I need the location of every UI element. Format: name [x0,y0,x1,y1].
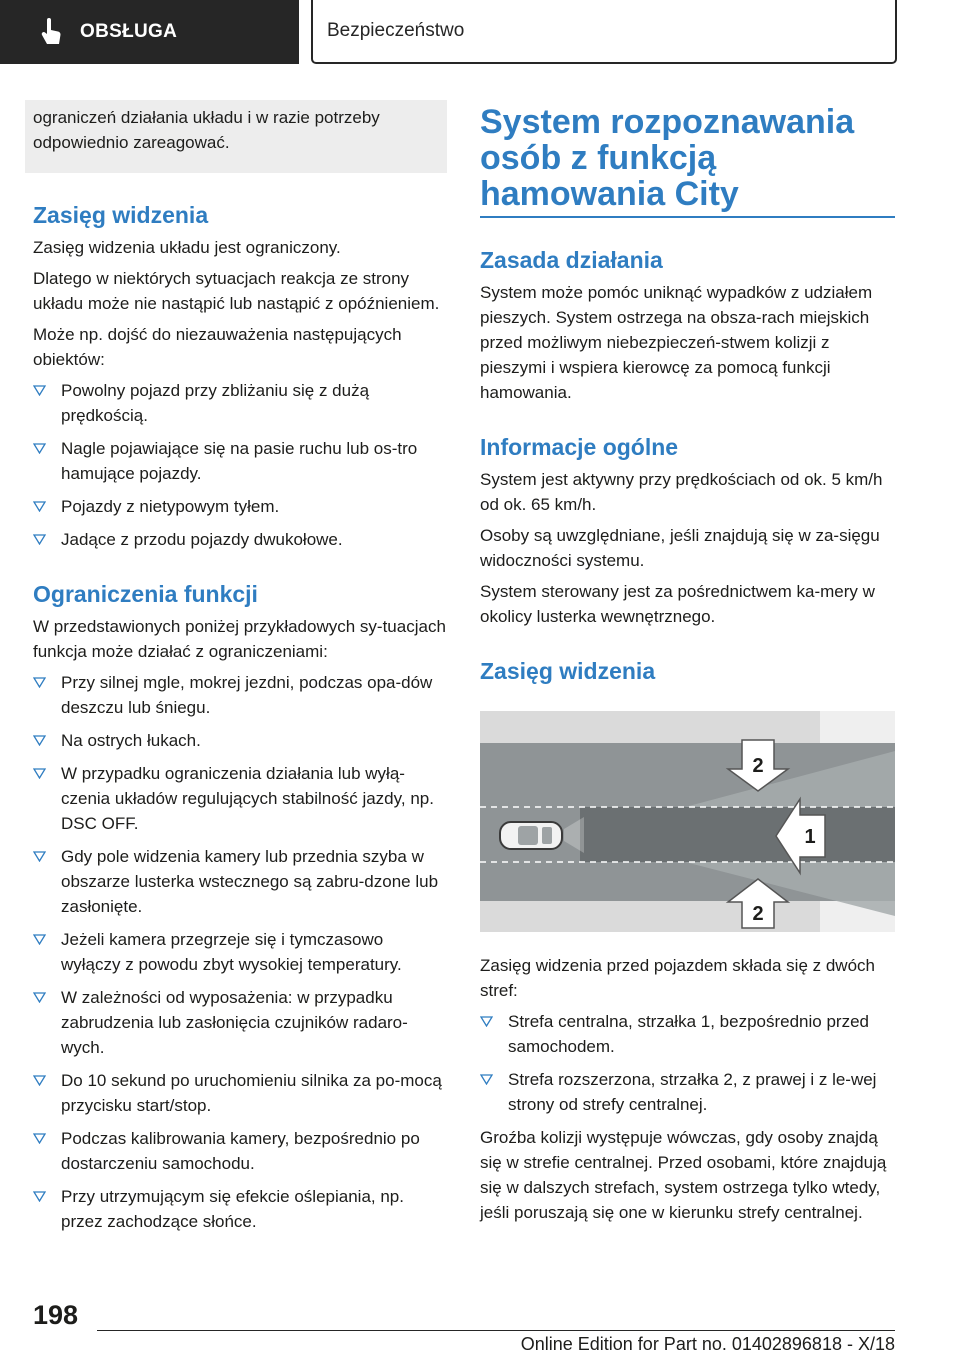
footer-divider [97,1330,895,1331]
section-heading-limits: Ograniczenia funkcji [33,581,258,607]
chapter-tab[interactable] [311,0,897,64]
section-tab[interactable] [0,0,299,64]
list-item: Strefa rozszerzona, strzałka 2, z prawej i z le-wej strony od strefy centralnej. [480,1067,895,1117]
triangle-bullet-icon [33,677,46,688]
list-item: W przypadku ograniczenia działania lub wyłą-czenia układów regulujących stabilność jazdy, np. DSC OFF. [33,761,447,836]
list-item: Na ostrych łukach. [33,728,447,753]
paragraph: System jest aktywny przy prędkościach od ok. 5 km/h od ok. 65 km/h. [480,470,883,514]
paragraph: Dlatego w niektórych sytuacjach reakcja ze strony układu może nie nastąpić lub nastąpić z opóźnieniem. [33,269,440,313]
list-item: Jeżeli kamera przegrzeje się i tymczasowo wyłączy z powodu zbyt wysokiej temperatury. [33,927,447,977]
list-item: Strefa centralna, strzałka 1, bezpośrednio przed samochodem. [480,1009,895,1059]
triangle-bullet-icon [33,1133,46,1144]
paragraph: W przedstawionych poniżej przykładowych sy-tuacjach funkcja może działać z ograniczeniami: [33,617,446,661]
triangle-bullet-icon [33,934,46,945]
section-heading-range: Zasięg widzenia [33,202,209,228]
paragraph: System może pomóc uniknąć wypadków z udziałem pieszych. System ostrzega na obsza-rach miejskich przed możliwym niebezpieczeń-stwem kolizji z pieszymi i wspiera kierowcę za pomocą funkcji hamowania. [480,283,873,402]
list-item: Powolny pojazd przy zbliżaniu się z dużą prędkością. [33,378,447,428]
list-item: Nagle pojawiające się na pasie ruchu lub os-tro hamujące pojazdy. [33,436,447,486]
chapter-tab-label: Bezpieczeństwo [327,20,465,41]
triangle-bullet-icon [33,851,46,862]
triangle-bullet-icon [33,443,46,454]
list-item: Gdy pole widzenia kamery lub przednia szyba w obszarze lusterka wstecznego są zabru-dzone lub zasłonięte. [33,844,447,919]
page-number: 198 [33,1300,79,1330]
paragraph: System sterowany jest za pośrednictwem ka-mery w okolicy lusterka wewnętrznego. [480,582,875,626]
section-heading-general: Informacje ogólne [480,434,679,460]
triangle-bullet-icon [33,1075,46,1086]
section-tab-label: OBSŁUGA [80,21,178,42]
note-text: ograniczeń działania układu i w razie potrzeby odpowiednio zareagować. [33,108,380,152]
triangle-bullet-icon [33,992,46,1003]
paragraph: Zasięg widzenia przed pojazdem składa się z dwóch stref: [480,956,875,1000]
note-box [25,100,447,173]
triangle-bullet-icon [480,1016,493,1027]
left-column [33,100,447,1242]
svg-text:2: 2 [752,755,764,777]
car-icon [500,822,562,849]
section-heading-principle: Zasada działania [480,247,663,273]
paragraph: Może np. dojść do niezauważenia następujących obiektów: [33,325,402,369]
paragraph: Osoby są uwzględniane, jeśli znajdują się w za-sięgu widoczności systemu. [480,526,880,570]
hand-pointer-icon [40,18,62,46]
triangle-bullet-icon [33,735,46,746]
svg-text:2: 2 [752,903,764,925]
triangle-bullet-icon [33,385,46,396]
paragraph: Zasięg widzenia układu jest ograniczony. [33,238,341,257]
triangle-bullet-icon [33,768,46,779]
list-item: W zależności od wyposażenia: w przypadku zabrudzenia lub zasłonięcia czujników radaro-wych. [33,985,447,1060]
triangle-bullet-icon [480,1074,493,1085]
paragraph: Groźba kolizji występuje wówczas, gdy osoby znajdą się w strefie centralnej. Przed osobami, które znajdują się w dalszych strefach, system ostrzega tylko wtedy, jeśli poruszają się one w kierunku strefy centralnej. [480,1128,887,1222]
edition-text: Online Edition for Part no. 01402896818 - X/18 [520,1334,895,1354]
triangle-bullet-icon [33,534,46,545]
list-item: Jadące z przodu pojazdy dwukołowe. [33,527,447,552]
list-item: Do 10 sekund po uruchomieniu silnika za po-mocą przycisku start/stop. [33,1068,447,1118]
triangle-bullet-icon [33,1191,46,1202]
diagram-central-zone [580,807,895,862]
list-item: Przy utrzymującym się efekcie oślepiania, np. przez zachodzące słońce. [33,1184,447,1234]
section-heading-range: Zasięg widzenia [480,658,656,684]
right-column [480,100,895,1231]
bullet-list [33,378,447,552]
page-title: System rozpoznawania osób z funkcją hamowania City [480,100,895,218]
detection-range-diagram [480,711,895,932]
triangle-bullet-icon [33,501,46,512]
svg-text:1: 1 [804,826,816,848]
list-item: Pojazdy z nietypowym tyłem. [33,494,447,519]
bullet-list [480,1009,895,1117]
list-item: Przy silnej mgle, mokrej jezdni, podczas opa-dów deszczu lub śniegu. [33,670,447,720]
list-item: Podczas kalibrowania kamery, bezpośrednio po dostarczeniu samochodu. [33,1126,447,1176]
bullet-list [33,670,447,1234]
